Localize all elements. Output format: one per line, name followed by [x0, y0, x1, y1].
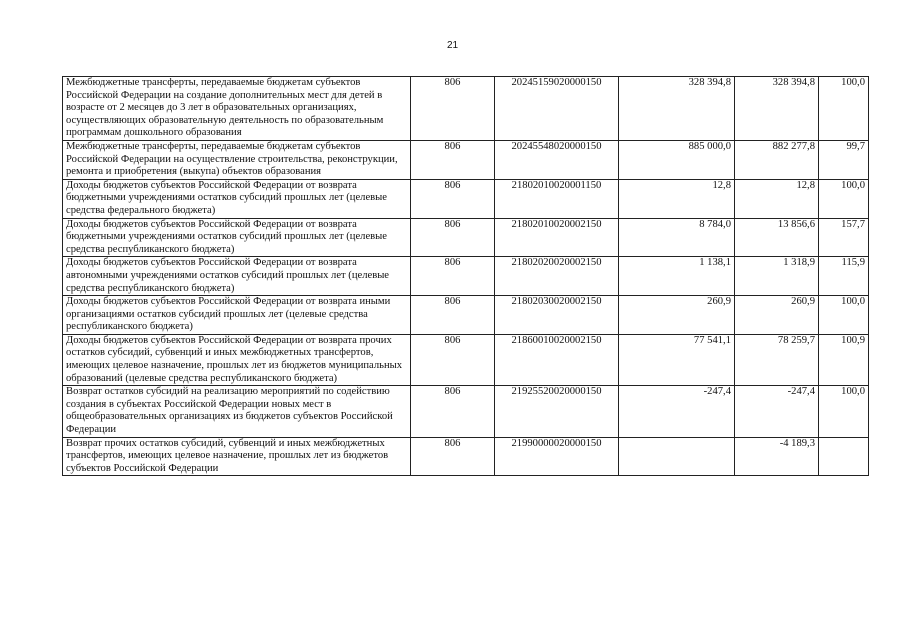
- table-row: [63, 140, 869, 179]
- planned-amount-cell: 12,8: [619, 179, 735, 218]
- planned-amount-cell: 260,9: [619, 296, 735, 335]
- income-name-cell: Доходы бюджетов субъектов Российской Федерации от возврата бюджетными учреждениями остатков субсидий прошлых лет (целевые средства республиканского бюджета): [63, 218, 411, 257]
- actual-amount-cell: 328 394,8: [735, 77, 819, 141]
- budget-classification-code-cell: 21802030020002150: [495, 296, 619, 335]
- planned-amount-cell: 77 541,1: [619, 334, 735, 385]
- planned-amount-cell: 1 138,1: [619, 257, 735, 296]
- administrator-code-cell: 806: [411, 334, 495, 385]
- table-row: [63, 179, 869, 218]
- planned-amount-cell: 328 394,8: [619, 77, 735, 141]
- administrator-code-cell: 806: [411, 77, 495, 141]
- income-name-cell: Доходы бюджетов субъектов Российской Федерации от возврата бюджетными учреждениями остатков субсидий прошлых лет (целевые средства федерального бюджета): [63, 179, 411, 218]
- income-name-cell: Доходы бюджетов субъектов Российской Федерации от возврата автономными учреждениями остатков субсидий прошлых лет (целевые средства республиканского бюджета): [63, 257, 411, 296]
- table-row: [63, 386, 869, 437]
- execution-percent-cell: [819, 437, 869, 476]
- execution-percent-cell: 157,7: [819, 218, 869, 257]
- administrator-code-cell: 806: [411, 437, 495, 476]
- planned-amount-cell: 8 784,0: [619, 218, 735, 257]
- actual-amount-cell: 1 318,9: [735, 257, 819, 296]
- income-name-cell: Межбюджетные трансферты, передаваемые бюджетам субъектов Российской Федерации на создание дополнительных мест для детей в возрасте от 2 месяцев до 3 лет в образовательных организациях, осуществляющих образовательную деятельность по образовательным программам дошкольного образования: [63, 77, 411, 141]
- actual-amount-cell: 260,9: [735, 296, 819, 335]
- actual-amount-cell: -4 189,3: [735, 437, 819, 476]
- execution-percent-cell: 100,0: [819, 179, 869, 218]
- administrator-code-cell: 806: [411, 257, 495, 296]
- execution-percent-cell: 100,0: [819, 77, 869, 141]
- income-name-cell: Возврат прочих остатков субсидий, субвенций и иных межбюджетных трансфертов, имеющих целевое назначение, прошлых лет из бюджетов субъектов Российской Федерации: [63, 437, 411, 476]
- budget-table: [62, 76, 869, 476]
- administrator-code-cell: 806: [411, 296, 495, 335]
- table-row: [63, 334, 869, 385]
- actual-amount-cell: 78 259,7: [735, 334, 819, 385]
- income-name-cell: Возврат остатков субсидий на реализацию мероприятий по содействию создания в субъектах Российской Федерации новых мест в общеобразовательных организациях из бюджетов субъектов Российской Федерации: [63, 386, 411, 437]
- actual-amount-cell: 13 856,6: [735, 218, 819, 257]
- planned-amount-cell: [619, 437, 735, 476]
- budget-classification-code-cell: 21990000020000150: [495, 437, 619, 476]
- income-name-cell: Доходы бюджетов субъектов Российской Федерации от возврата прочих остатков субсидий, субвенций и иных межбюджетных трансфертов, имеющих целевое назначение, прошлых лет из бюджетов муниципальных образований (целевые средства республиканского бюджета): [63, 334, 411, 385]
- administrator-code-cell: 806: [411, 179, 495, 218]
- administrator-code-cell: 806: [411, 218, 495, 257]
- budget-classification-code-cell: 21860010020002150: [495, 334, 619, 385]
- execution-percent-cell: 99,7: [819, 140, 869, 179]
- execution-percent-cell: 115,9: [819, 257, 869, 296]
- execution-percent-cell: 100,0: [819, 296, 869, 335]
- table-row: [63, 296, 869, 335]
- income-name-cell: Межбюджетные трансферты, передаваемые бюджетам субъектов Российской Федерации на осуществление строительства, реконструкции, ремонта и приобретения (выкупа) объектов образования: [63, 140, 411, 179]
- budget-classification-code-cell: 20245159020000150: [495, 77, 619, 141]
- budget-classification-code-cell: 20245548020000150: [495, 140, 619, 179]
- administrator-code-cell: 806: [411, 386, 495, 437]
- budget-classification-code-cell: 21802020020002150: [495, 257, 619, 296]
- actual-amount-cell: 12,8: [735, 179, 819, 218]
- table-row: [63, 77, 869, 141]
- budget-classification-code-cell: 21925520020000150: [495, 386, 619, 437]
- actual-amount-cell: -247,4: [735, 386, 819, 437]
- budget-classification-code-cell: 21802010020001150: [495, 179, 619, 218]
- execution-percent-cell: 100,0: [819, 386, 869, 437]
- planned-amount-cell: 885 000,0: [619, 140, 735, 179]
- administrator-code-cell: 806: [411, 140, 495, 179]
- table-row: [63, 257, 869, 296]
- budget-classification-code-cell: 21802010020002150: [495, 218, 619, 257]
- table-row: [63, 437, 869, 476]
- page-number: 21: [446, 40, 459, 51]
- planned-amount-cell: -247,4: [619, 386, 735, 437]
- actual-amount-cell: 882 277,8: [735, 140, 819, 179]
- table-row: [63, 218, 869, 257]
- income-name-cell: Доходы бюджетов субъектов Российской Федерации от возврата иными организациями остатков субсидий прошлых лет (целевые средства республиканского бюджета): [63, 296, 411, 335]
- execution-percent-cell: 100,9: [819, 334, 869, 385]
